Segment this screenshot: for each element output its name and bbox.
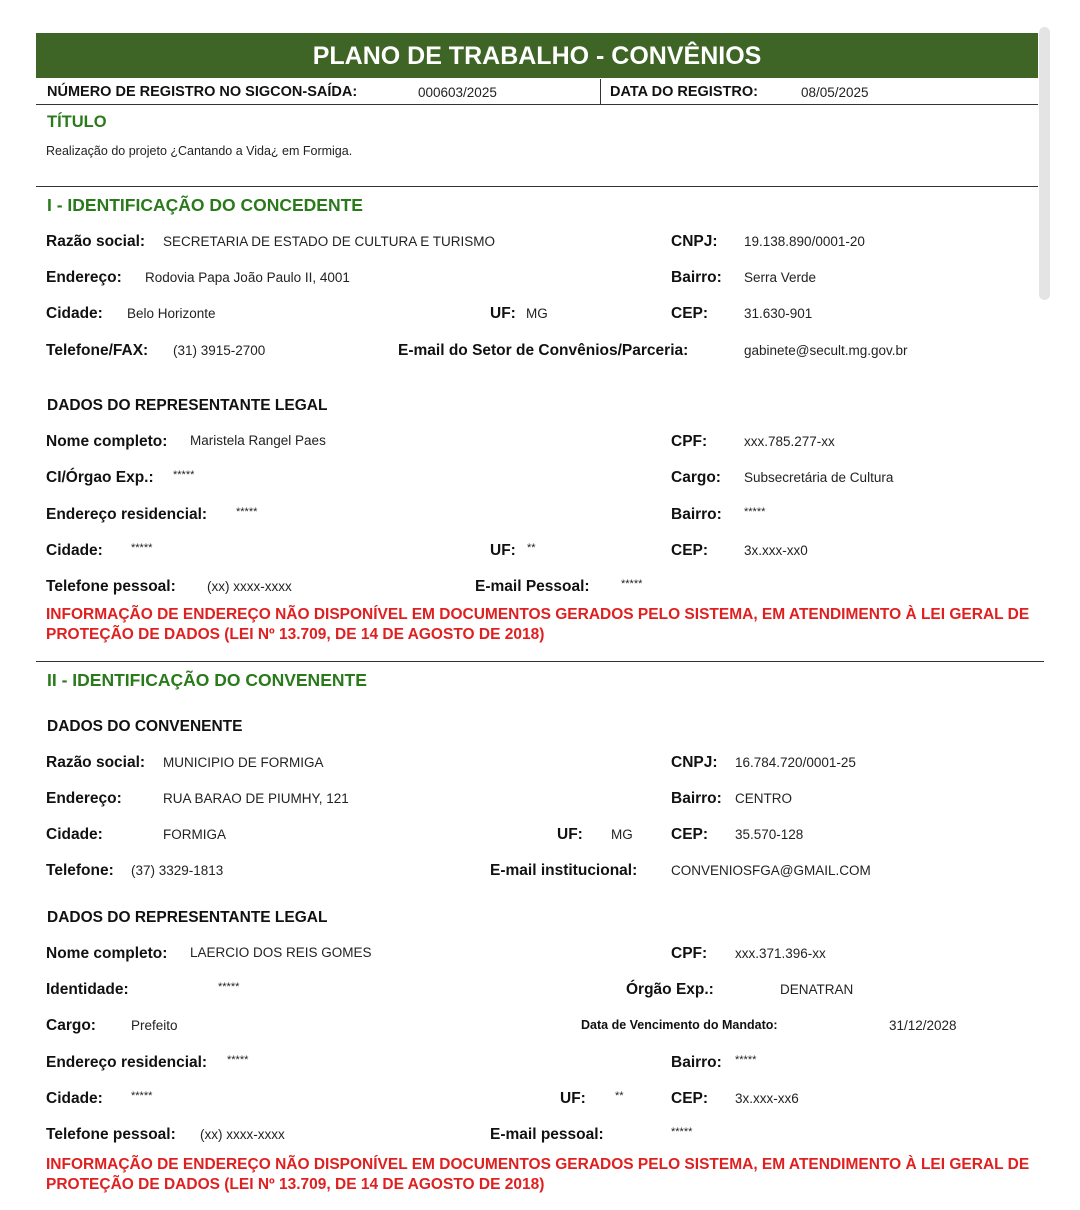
convenente-rep-cpf-value: xxx.371.396-xx: [735, 946, 826, 961]
concedente-rep-cpf-label: CPF:: [671, 433, 708, 450]
convenente-rep-bairro-value: *****: [735, 1054, 757, 1066]
convenente-cnpj-value: 16.784.720/0001-25: [735, 755, 856, 770]
concedente-rep-cargo-label: Cargo:: [671, 469, 721, 486]
convenente-rep-bairro-label: Bairro:: [671, 1054, 722, 1071]
concedente-uf-value: MG: [526, 306, 548, 321]
concedente-cidade-value: Belo Horizonte: [127, 306, 216, 321]
registro-value: 000603/2025: [418, 85, 497, 100]
concedente-rep-endres-label: Endereço residencial:: [46, 506, 208, 523]
concedente-email-label: E-mail do Setor de Convênios/Parceria:: [398, 342, 689, 359]
convenente-rep-email-label: E-mail pessoal:: [490, 1126, 604, 1143]
convenente-rep-cep-value: 3x.xxx-xx6: [735, 1091, 799, 1106]
convenente-endereco-value: RUA BARAO DE PIUMHY, 121: [163, 791, 349, 806]
convenente-rep-mandato-label: Data de Vencimento do Mandato:: [581, 1018, 778, 1032]
concedente-rep-cep-value: 3x.xxx-xx0: [744, 543, 808, 558]
convenente-bairro-value: CENTRO: [735, 791, 792, 806]
concedente-rep-heading: DADOS DO REPRESENTANTE LEGAL: [47, 397, 328, 414]
concedente-cnpj-value: 19.138.890/0001-20: [744, 234, 865, 249]
convenente-heading: II - IDENTIFICAÇÃO DO CONVENENTE: [47, 670, 367, 690]
convenente-rep-cargo-label: Cargo:: [46, 1017, 96, 1034]
convenente-lgpd-notice: INFORMAÇÃO DE ENDEREÇO NÃO DISPONÍVEL EM DOCUMENTOS GERADOS PELO SISTEMA, EM ATENDIMENTO À LEI GERAL DE PROTEÇÃO DE DADOS (LEI Nº 13.709, DE 14 DE AGOSTO DE 2018): [46, 1156, 1030, 1193]
data-registro-label: DATA DO REGISTRO:: [610, 84, 758, 100]
convenente-cidade-label: Cidade:: [46, 826, 103, 843]
concedente-cnpj-label: CNPJ:: [671, 233, 718, 250]
concedente-uf-label: UF:: [490, 305, 516, 322]
convenente-telefone-value: (37) 3329-1813: [131, 863, 224, 878]
titulo-bottom-line: [36, 186, 1038, 187]
concedente-rep-cargo-value: Subsecretária de Cultura: [744, 470, 894, 485]
vertical-scrollbar[interactable]: [1039, 27, 1050, 300]
convenente-email-value: CONVENIOSFGA@GMAIL.COM: [671, 863, 871, 878]
convenente-bairro-label: Bairro:: [671, 790, 722, 807]
convenente-razao-value: MUNICIPIO DE FORMIGA: [163, 755, 324, 770]
convenente-rep-nome-label: Nome completo:: [46, 945, 168, 962]
titulo-value: Realização do projeto ¿Cantando a Vida¿ em Formiga.: [46, 144, 353, 158]
concedente-razao-label: Razão social:: [46, 233, 146, 250]
convenente-cidade-value: FORMIGA: [163, 827, 226, 842]
concedente-razao-value: SECRETARIA DE ESTADO DE CULTURA E TURISMO: [163, 234, 496, 249]
convenente-rep-email-value: *****: [671, 1126, 693, 1138]
concedente-bairro-label: Bairro:: [671, 269, 722, 286]
concedente-rep-cep-label: CEP:: [671, 542, 709, 559]
convenente-rep-cidade-label: Cidade:: [46, 1090, 103, 1107]
convenente-cep-value: 35.570-128: [735, 827, 804, 842]
concedente-rep-nome-value: Maristela Rangel Paes: [190, 433, 326, 448]
concedente-rep-tel-label: Telefone pessoal:: [46, 578, 176, 595]
convenente-rep-orgao-value: DENATRAN: [780, 982, 854, 997]
document-title: PLANO DE TRABALHO - CONVÊNIOS: [36, 33, 1038, 78]
concedente-rep-email-value: *****: [621, 578, 643, 590]
convenente-rep-identidade-label: Identidade:: [46, 981, 129, 998]
concedente-heading: I - IDENTIFICAÇÃO DO CONCEDENTE: [47, 195, 363, 215]
convenente-rep-nome-value: LAERCIO DOS REIS GOMES: [190, 945, 372, 960]
concedente-rep-cpf-value: xxx.785.277-xx: [744, 434, 835, 449]
convenente-rep-endres-label: Endereço residencial:: [46, 1054, 208, 1071]
convenente-razao-label: Razão social:: [46, 754, 146, 771]
concedente-rep-nome-label: Nome completo:: [46, 433, 168, 450]
concedente-cidade-label: Cidade:: [46, 305, 103, 322]
concedente-lgpd-notice: INFORMAÇÃO DE ENDEREÇO NÃO DISPONÍVEL EM DOCUMENTOS GERADOS PELO SISTEMA, EM ATENDIMENTO À LEI GERAL DE PROTEÇÃO DE DADOS (LEI Nº 13.709, DE 14 DE AGOSTO DE 2018): [46, 606, 1030, 643]
convenente-cnpj-label: CNPJ:: [671, 754, 718, 771]
convenente-rep-mandato-value: 31/12/2028: [889, 1018, 957, 1033]
convenente-rep-tel-label: Telefone pessoal:: [46, 1126, 176, 1143]
convenente-rep-cidade-value: *****: [131, 1090, 153, 1102]
convenente-sub-heading: DADOS DO CONVENENTE: [47, 718, 243, 735]
concedente-rep-ci-label: CI/Órgao Exp.:: [46, 469, 154, 486]
concedente-rep-email-label: E-mail Pessoal:: [475, 578, 590, 595]
convenente-rep-uf-value: **: [615, 1090, 624, 1102]
convenente-rep-heading: DADOS DO REPRESENTANTE LEGAL: [47, 909, 328, 926]
convenente-rep-identidade-value: *****: [218, 981, 240, 993]
concedente-rep-ci-value: *****: [173, 469, 195, 481]
convenente-rep-cpf-label: CPF:: [671, 945, 708, 962]
registro-divider: [600, 79, 601, 104]
concedente-email-value: gabinete@secult.mg.gov.br: [744, 343, 908, 358]
convenente-rep-endres-value: *****: [227, 1054, 249, 1066]
concedente-rep-bairro-label: Bairro:: [671, 506, 722, 523]
convenente-rep-cargo-value: Prefeito: [131, 1018, 178, 1033]
concedente-cep-label: CEP:: [671, 305, 709, 322]
concedente-rep-cidade-value: *****: [131, 542, 153, 554]
concedente-rep-uf-value: **: [527, 542, 536, 554]
convenente-email-label: E-mail institucional:: [490, 862, 638, 879]
concedente-rep-endres-value: *****: [236, 506, 258, 518]
convenente-endereco-label: Endereço:: [46, 790, 122, 807]
convenente-rep-tel-value: (xx) xxxx-xxxx: [200, 1127, 285, 1142]
concedente-rep-cidade-label: Cidade:: [46, 542, 103, 559]
concedente-cep-value: 31.630-901: [744, 306, 813, 321]
data-registro-value: 08/05/2025: [801, 85, 869, 100]
titulo-label: TÍTULO: [47, 113, 107, 131]
convenente-rep-uf-label: UF:: [560, 1090, 586, 1107]
convenente-rep-orgao-label: Órgão Exp.:: [626, 981, 714, 998]
convenente-rep-cep-label: CEP:: [671, 1090, 709, 1107]
convenente-cep-label: CEP:: [671, 826, 709, 843]
registro-label: NÚMERO DE REGISTRO NO SIGCON-SAÍDA:: [47, 84, 358, 100]
concedente-rep-uf-label: UF:: [490, 542, 516, 559]
concedente-rep-tel-value: (xx) xxxx-xxxx: [207, 579, 292, 594]
concedente-rep-bairro-value: *****: [744, 506, 766, 518]
concedente-endereco-value: Rodovia Papa João Paulo II, 4001: [145, 270, 350, 285]
concedente-bairro-value: Serra Verde: [744, 270, 817, 285]
concedente-endereco-label: Endereço:: [46, 269, 122, 286]
registro-bottom-line: [36, 104, 1038, 105]
convenente-telefone-label: Telefone:: [46, 862, 114, 879]
concedente-telefone-value: (31) 3915-2700: [173, 343, 266, 358]
concedente-bottom-line: [36, 661, 1044, 662]
concedente-telefone-label: Telefone/FAX:: [46, 342, 149, 359]
convenente-uf-value: MG: [611, 827, 633, 842]
convenente-uf-label: UF:: [557, 826, 583, 843]
